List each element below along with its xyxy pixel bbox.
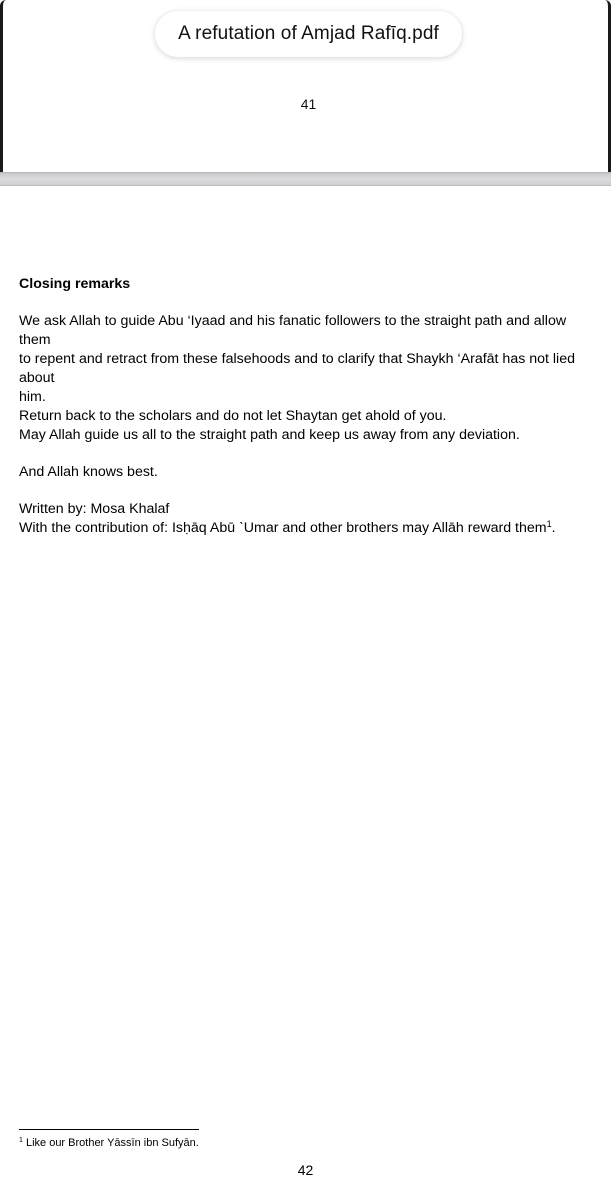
pdf-page <box>0 186 611 1200</box>
previous-page-bottom <box>0 0 611 172</box>
document-title: A refutation of Amjad Rafīq.pdf <box>178 23 439 44</box>
paragraph-line: We ask Allah to guide Abu ‘Iyaad and his fanatic followers to the straight path and allow them <box>19 313 567 348</box>
author-line: Written by: Mosa Khalaf <box>19 501 170 517</box>
footnote-divider <box>19 1129 199 1130</box>
document-title-pill[interactable] <box>155 11 462 57</box>
footnote-reference[interactable]: 1 <box>546 519 552 529</box>
contribution-line <box>19 519 594 538</box>
page-content <box>19 275 594 538</box>
footnote <box>19 1136 199 1150</box>
page-number: 42 <box>297 1162 314 1178</box>
paragraph-line: to repent and retract from these falsehoods and to clarify that Shaykh ‘Arafāt has not lied about <box>19 351 575 386</box>
paragraph-line: Return back to the scholars and do not let Shaytan get ahold of you. <box>19 408 447 424</box>
footnote-marker: 1 <box>19 1137 23 1144</box>
signature-block <box>19 500 594 538</box>
paragraph-line: him. <box>19 389 46 405</box>
footnote-text: Like our Brother Yāssīn ibn Sufyān. <box>22 1137 199 1149</box>
section-heading: Closing remarks <box>19 276 131 292</box>
closing-statement: And Allah knows best. <box>19 464 158 480</box>
page-separator <box>0 172 611 186</box>
paragraph-line: May Allah guide us all to the straight path and keep us away from any deviation. <box>19 427 520 443</box>
contribution-text: With the contribution of: Isḥāq Abū ˋUmar and other brothers may Allāh reward them <box>19 520 547 536</box>
contribution-period: . <box>551 520 556 536</box>
previous-page-number: 41 <box>300 96 317 112</box>
closing-paragraph <box>19 312 594 445</box>
